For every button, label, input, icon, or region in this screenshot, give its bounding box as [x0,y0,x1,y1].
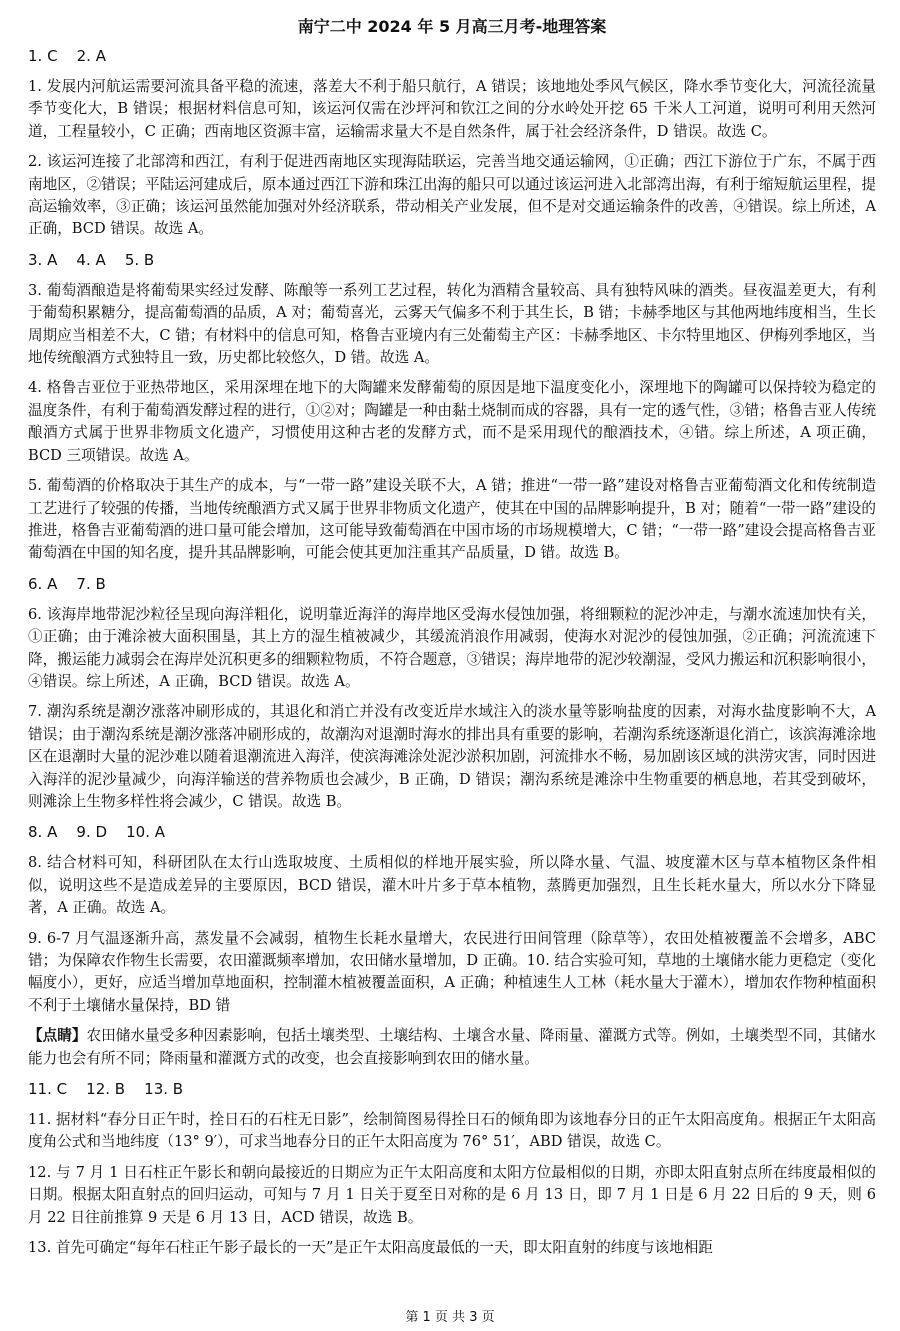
page-title: 南宁二中 2024 年 5 月高三月考-地理答案 [297,17,607,36]
answer-key-line: 3. A 4. A 5. B [28,250,155,269]
explanation-paragraph: 1. 发展内河航运需要河流具备平稳的流速，落差大不利于船只航行，A 错误；该地地处季风气候区，降水季节变化大，河流径流量季节变化大，B 错误；根据材料信息可知，该运河仅需在沙坪河和钦江之间的分水岭处开挖 65 千米人工河道，说明可利用天然河道，工程量较小，C 正确；西南地区资源丰富，运输需求量大不是自然条件，属于社会经济条件，D 错误。故选 C。 [28,78,876,140]
answer-content [28,45,876,1259]
explanation-paragraph: 2. 该运河连接了北部湾和西江，有利于促进西南地区实现海陆联运，完善当地交通运输网，①正确；西江下游位于广东，不属于西南地区，②错误；平陆运河建成后，原本通过西江下游和珠江出海的船只可以通过该运河进入北部湾出海，有利于缩短航运里程，提高运输效率，③正确；该运河虽然能加强对外经济联系，带动相关产业发展，但不是对交通运输条件的改善，④错误。综上所述，A 正确，BCD 错误。故选 A。 [28,153,876,238]
explanation-paragraph: 7. 潮沟系统是潮汐涨落冲刷形成的，其退化和消亡并没有改变近岸水域注入的淡水量等影响盐度的因素，对海水盐度影响不大，A 错误；由于潮沟系统是潮汐涨落冲刷形成的，故潮沟对退潮时海水的排出具有重要的影响，若潮沟系统逐渐退化消亡，该滨海滩涂地区在退潮时大量的泥沙难以随着退潮流进入海洋，使滨海滩涂处泥沙淤积加剧，河流排水不畅，易加剧该区域的洪涝灾害，同时因进入海洋的泥沙量减少，向海洋输送的营养物质也会减少，B 正确，D 错误；潮沟系统是滩涂中生物重要的栖息地，若其受到破坏，则滩涂上生物多样性将会减少，C 错误。故选 B。 [28,703,876,810]
explanation-paragraph: 3. 葡萄酒酿造是将葡萄果实经过发酵、陈酿等一系列工艺过程，转化为酒精含量较高、具有独特风味的酒类。昼夜温差更大，有利于葡萄积累糖分，提高葡萄酒的品质，A 对；葡萄喜光，云雾天气偏多不利于其生长，B 错；卡赫季地区与其他两地纬度相当，生长周期应当相差不大，C 错；有材料中的信息可知，格鲁吉亚境内有三处葡萄主产区：卡赫季地区、卡尔特里地区、伊梅列季地区，当地传统酿酒方式独特且一致，历史都比较悠久，D 错。故选 A。 [28,281,876,367]
explanation-paragraph: 4. 格鲁吉亚位于亚热带地区，采用深埋在地下的大陶罐来发酵葡萄的原因是地下温度变化小，深埋地下的陶罐可以保持较为稳定的温度条件，有利于葡萄酒发酵过程的进行，①②对；陶罐是一种由黏土烧制而成的容器，具有一定的透气性，③错；格鲁吉亚人传统酿酒方式属于世界非物质文化遗产，习惯使用这种古老的发酵方式，而不是采用现代的酿酒技术，④错。综上所述，A 项正确，BCD 三项错误。故选 A。 [28,379,876,464]
explanation-paragraph: 13. 首先可确定“每年石柱正午影子最长的一天”是正午太阳高度最低的一天，即太阳直射的纬度与该地相距 [28,1239,713,1257]
tip-text: 农田储水量受多种因素影响，包括土壤类型、土壤结构、土壤含水量、降雨量、灌溉方式等。例如，土壤类型不同，其储水能力也会有所不同；降雨量和灌溉方式的改变，也会直接影响到农田的储水量。 [28,1027,876,1067]
answer-key-line: 8. A 9. D 10. A [28,823,165,842]
page-footer: 第 1 页 共 3 页 [405,1310,495,1325]
explanation-paragraph: 9. 6-7 月气温逐渐升高，蒸发量不会减弱，植物生长耗水量增大，农民进行田间管理（除草等），农田处植被覆盖不会增多，ABC 错；为保障农作物生长需要，农田灌溉频率增加，农田储水量增加，D 正确。10. 结合实验可知，草地的土壤储水能力更稳定（变化幅度小），更好，应适当增加草地面积，控制灌木植被覆盖面积，A 正确；种植速生人工林（耗水量大于灌木），增加农作物种植面积不利于土壤储水量保持，BD 错 [28,929,876,1014]
explanation-paragraph: 6. 该海岸地带泥沙粒径呈现向海洋粗化，说明靠近海洋的海岸地区受海水侵蚀加强，将细颗粒的泥沙冲走，与潮水流速加快有关，①正确；由于滩涂被大面积围垦，其上方的湿生植被减少，其缓流消浪作用减弱，使海水对泥沙的侵蚀加强，②正确；河流流速下降，搬运能力减弱会在海岸处沉积更多的细颗粒物质，不符合题意，③错误；海岸地带的泥沙较潮湿，受风力搬运和沉积影响很小，④错误。综上所述，A 正确，BCD 错误。故选 A。 [28,605,876,690]
tip-label: 【点睛】 [28,1027,87,1045]
answer-key-line: 6. A 7. B [28,574,106,593]
answer-key-line: 11. C 12. B 13. B [28,1080,184,1099]
explanation-paragraph: 12. 与 7 月 1 日石柱正午影长和朝向最接近的日期应为正午太阳高度和太阳方位最相似的日期，亦即太阳直射点所在纬度最相似的日期。根据太阳直射点的回归运动，可知与 7 月 1 日关于夏至日对称的是 6 月 13 日，即 7 月 1 日是 6 月 22 日后的 9 天，则 6 月 22 日往前推算 9 天是 6 月 13 日，ACD 错误，故选 B。 [28,1163,876,1226]
explanation-paragraph: 8. 结合材料可知，科研团队在太行山选取坡度、土质相似的样地开展实验，所以降水量、气温、坡度灌木区与草本植物区条件相似，说明这些不是造成差异的主要原因，BCD 错误，灌木叶片多于草本植物，蒸腾更加强烈，且生长耗水量大，所以水分下降显著，A 正确。故选 A。 [28,854,876,917]
explanation-paragraph: 11. 据材料“春分日正午时，拴日石的石柱无日影”，绘制简图易得拴日石的倾角即为该地春分日的正午太阳高度角。根据正午太阳高度角公式和当地纬度（13° 9′），可求当地春分日的正午太阳高度为 76° 51′，ABD 错误，故选 C。 [28,1111,876,1151]
tip-paragraph [28,1025,876,1070]
explanation-paragraph: 5. 葡萄酒的价格取决于其生产的成本，与“一带一路”建设关联不大，A 错；推进“一带一路”建设对格鲁吉亚葡萄酒文化和传统制造工艺进行了较强的传播，当地传统酿酒方式又属于世界非物质文化遗产，使其在中国的品牌影响提升，B 对；随着“一带一路”建设的推进，格鲁吉亚葡萄酒的进口量可能会增加，这可能导致葡萄酒在中国市场的市场规模增大，C 错；“一带一路”建设会提高格鲁吉亚葡萄酒在中国的知名度，提升其品牌影响，可能会使其更加注重其产品质量，D 错。故选 B。 [28,477,876,562]
answer-key-line: 1. C 2. A [28,47,106,65]
